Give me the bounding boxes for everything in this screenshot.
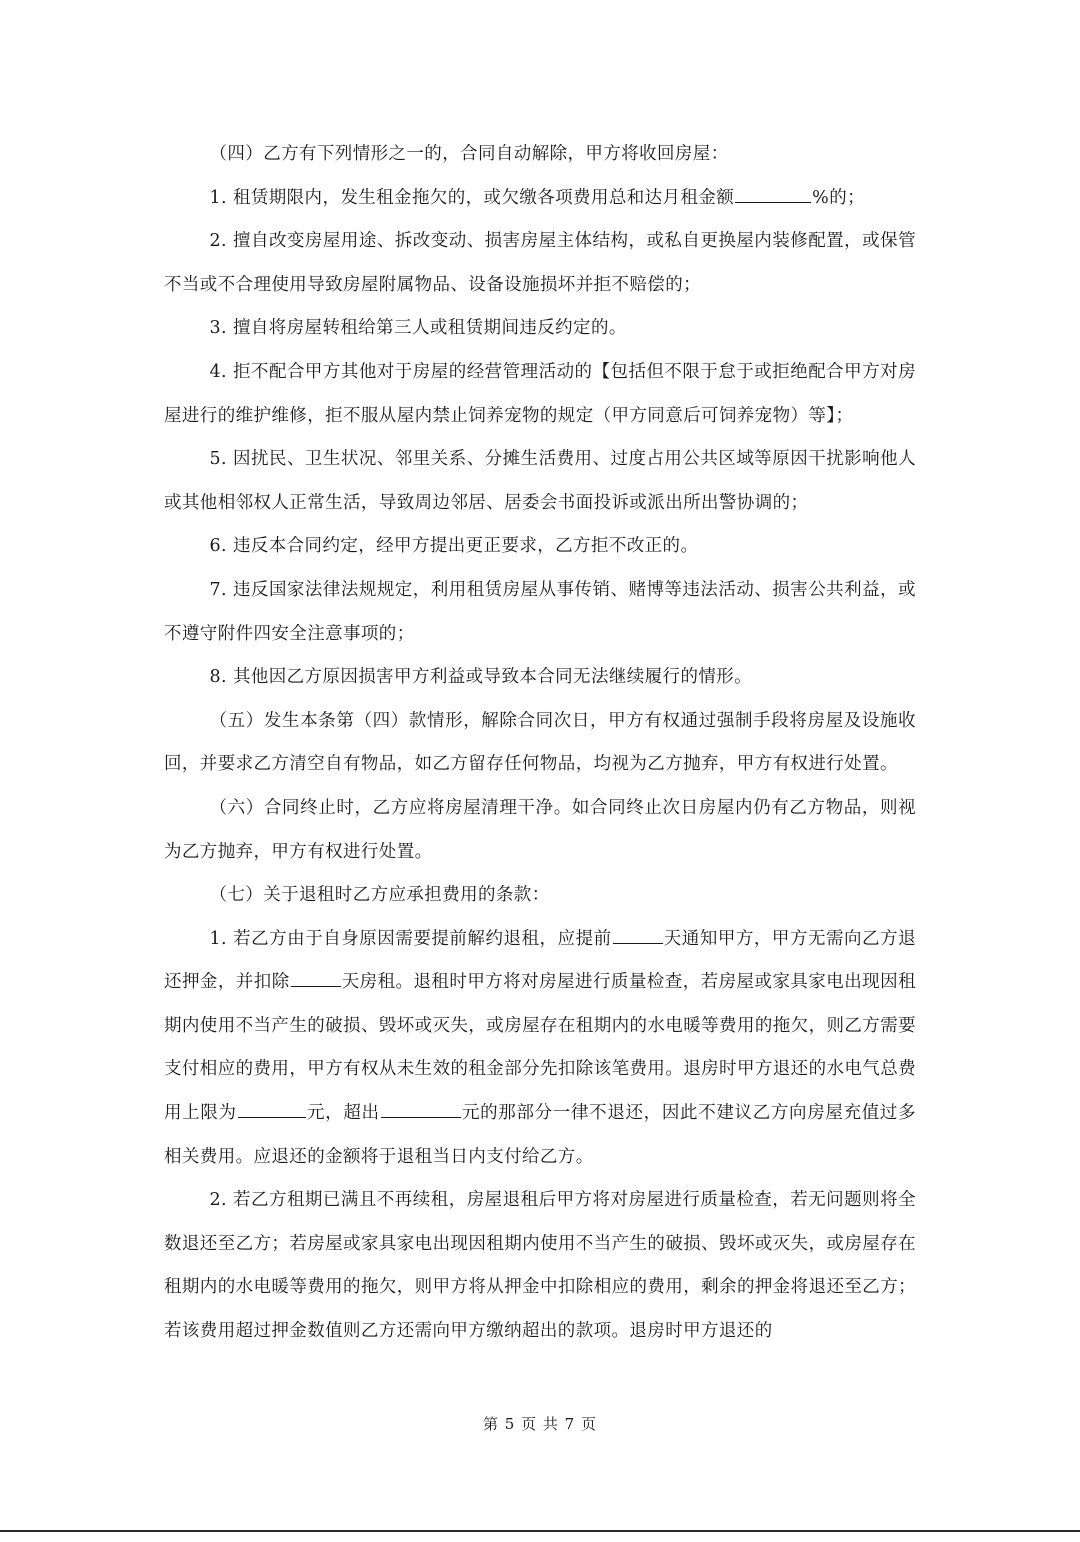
section-4-item-7: 7. 违反国家法律法规规定，利用租赁房屋从事传销、赌博等违法活动、损害公共利益，或不遵守附件四安全注意事项的； xyxy=(164,579,916,644)
section-7-item-2: 2. 若乙方租期已满且不再续租，房屋退租后甲方将对房屋进行质量检查，若无问题则将全数退还至乙方；若房屋或家具家电出现因租期内使用不当产生的破损、毁坏或灭失，或房屋存在租期内的水电暖等费用的拖欠，则甲方将从押金中扣除相应的费用，剩余的押金将退还至乙方；若该费用超过押金数值则乙方还需向甲方缴纳超出的款项。退房时甲方退还的 xyxy=(164,1190,916,1342)
section-6: （六）合同终止时，乙方应将房屋清理干净。如合同终止次日房屋内仍有乙方物品，则视为乙方抛弃，甲方有权进行处置。 xyxy=(164,797,916,862)
section-7-item-1-part-1: 1. 若乙方由于自身原因需要提前解约退租，应提前 xyxy=(209,928,612,949)
total-page-count: 7 xyxy=(564,1415,576,1433)
contract-body xyxy=(164,133,916,1354)
section-7-heading: （七）关于退租时乙方应承担费用的条款： xyxy=(209,885,550,906)
section-4-item-6: 6. 违反本合同约定，经甲方提出更正要求，乙方拒不改正的。 xyxy=(209,536,699,557)
section-5: （五）发生本条第（四）款情形，解除合同次日，甲方有权通过强制手段将房屋及设施收回，并要求乙方清空自有物品，如乙方留存任何物品，均视为乙方抛弃，甲方有权进行处置。 xyxy=(164,710,916,775)
section-7-item-1-part-3: 天房租。退租时甲方将对房屋进行质量检查，若房屋或家具家电出现因租期内使用不当产生的破损、毁坏或灭失，或房屋存在租期内的水电暖等费用的拖欠，则乙方需要支付相应的费用，甲方有权从未生效的租金部分先扣除该笔费用。退房时甲方退还的水电气总费用上限为 xyxy=(164,972,916,1124)
section-4-item-2: 2. 擅自改变房屋用途、拆改变动、损害房屋主体结构，或私自更换屋内装修配置，或保管不当或不合理使用导致房屋附属物品、设备设施损坏并拒不赔偿的； xyxy=(164,231,916,295)
notice-days-blank[interactable] xyxy=(613,924,663,943)
footer-prefix: 第 xyxy=(482,1415,499,1433)
section-4-heading: （四）乙方有下列情形之一的，合同自动解除，甲方将收回房屋： xyxy=(209,144,729,164)
section-4-item-3: 3. 擅自将房屋转租给第三人或租赁期间违反约定的。 xyxy=(209,318,627,339)
page-number-footer xyxy=(0,1413,1080,1434)
excess-amount-blank[interactable] xyxy=(381,1099,461,1118)
section-7-item-1-part-5: 元的那部分一律不退还，因此不建议乙方向房屋充值过多相关费用。应退还的金额将于退租当日内支付给乙方。 xyxy=(164,1103,916,1167)
section-4-item-4: 4. 拒不配合甲方其他对于房屋的经营管理活动的【包括但不限于怠于或拒绝配合甲方对房屋进行的维护维修，拒不服从屋内禁止饲养宠物的规定（甲方同意后可饲养宠物）等】； xyxy=(164,361,916,426)
section-4-item-1-text: 1. 租赁期限内，发生租金拖欠的，或欠缴各项费用总和达月租金额 xyxy=(209,187,735,208)
rent-days-blank[interactable] xyxy=(291,968,341,987)
footer-suffix: 页 xyxy=(581,1415,598,1433)
footer-middle: 页 共 xyxy=(521,1415,559,1433)
current-page-number: 5 xyxy=(504,1415,516,1433)
section-4-item-8: 8. 其他因乙方原因损害甲方利益或导致本合同无法继续履行的情形。 xyxy=(209,667,753,688)
utility-cap-blank[interactable] xyxy=(238,1099,306,1118)
percent-blank[interactable] xyxy=(735,183,811,202)
section-4-item-1 xyxy=(164,177,916,221)
section-4-item-1-suffix: %的； xyxy=(812,187,866,208)
section-7-item-1-part-4: 元，超出 xyxy=(306,1103,380,1124)
section-4-item-5: 5. 因扰民、卫生状况、邻里关系、分摊生活费用、过度占用公共区域等原因干扰影响他人或其他相邻权人正常生活，导致周边邻居、居委会书面投诉或派出所出警协调的； xyxy=(164,449,916,513)
bottom-divider xyxy=(0,1530,1080,1532)
section-7-item-1-part-2: 天通知甲方，甲方无需向乙方退还押金，并扣除 xyxy=(164,928,917,993)
section-7-item-1 xyxy=(164,918,916,1180)
